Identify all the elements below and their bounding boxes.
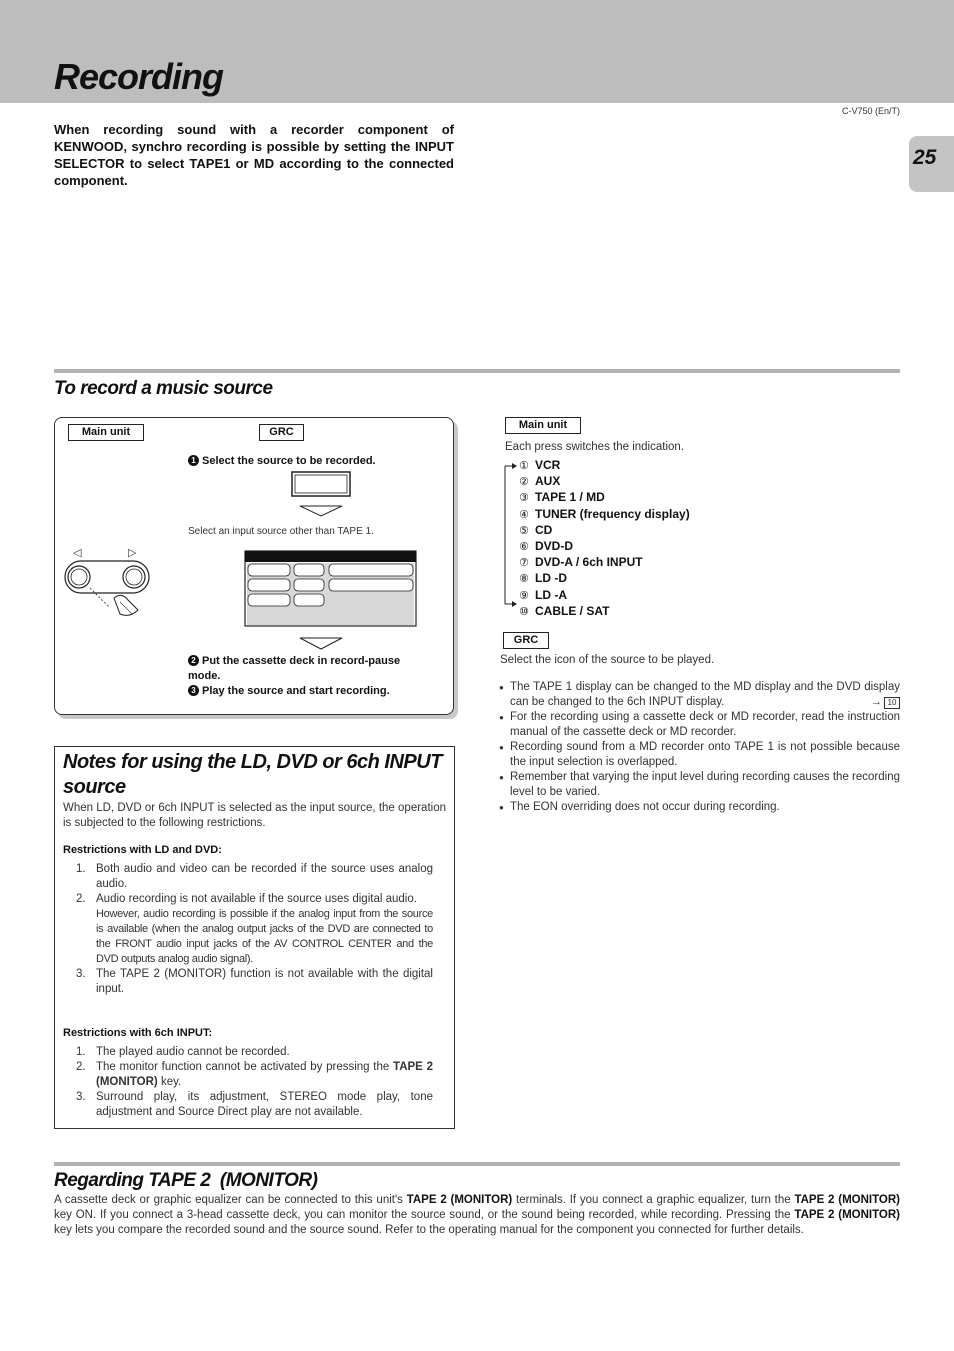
step-1-number: 1 bbox=[188, 455, 199, 466]
source-num: ② bbox=[519, 476, 529, 489]
item-text: key. bbox=[157, 1076, 182, 1088]
source-num: ④ bbox=[519, 508, 529, 521]
source-label: CD bbox=[535, 522, 553, 537]
recording-note: ● For the recording using a cassette deck or MD recorder, read the instruction manual of the cassette deck or MD recorder. bbox=[500, 710, 900, 740]
restriction-item bbox=[63, 1090, 433, 1120]
item-number: 2. bbox=[76, 1061, 86, 1073]
recording-note: ● Remember that varying the input level during recording causes the recording level to be varied. bbox=[500, 770, 900, 800]
item-text: The played audio cannot be recorded. bbox=[96, 1046, 290, 1058]
step-1 bbox=[188, 454, 376, 469]
section-rule-monitor bbox=[54, 1162, 900, 1166]
item-number: 3. bbox=[76, 968, 86, 980]
input-selector-knobs-graphic bbox=[62, 558, 154, 618]
grc-label-right: GRC bbox=[503, 632, 549, 649]
arrow-left-icon: ◁ bbox=[73, 547, 82, 559]
key-name: TAPE 2 (MONITOR) bbox=[406, 1194, 513, 1206]
page-title: Recording bbox=[54, 56, 224, 97]
press-switches-note: Each press switches the indication. bbox=[505, 441, 684, 453]
recording-note: ● The EON overriding does not occur during recording. bbox=[500, 800, 900, 815]
item-text: The TAPE 2 (MONITOR) function is not available with the digital input. bbox=[96, 968, 433, 995]
source-item bbox=[519, 523, 690, 539]
monitor-paragraph bbox=[54, 1193, 900, 1238]
source-label: LD -A bbox=[535, 587, 567, 602]
source-label: CABLE / SAT bbox=[535, 603, 610, 618]
page-reference: → 10 bbox=[871, 695, 901, 710]
display-panel-graphic bbox=[286, 470, 358, 520]
main-unit-label: Main unit bbox=[68, 424, 144, 441]
recording-notes-list bbox=[500, 680, 900, 815]
item-text: Audio recording is not available if the source uses digital audio. bbox=[96, 893, 417, 905]
source-num: ③ bbox=[519, 492, 529, 505]
item-number: 2. bbox=[76, 893, 86, 905]
item-text: Surround play, its adjustment, STEREO mode play, tone adjustment and Source Direct play are not available. bbox=[96, 1091, 433, 1118]
source-label: TUNER (frequency display) bbox=[535, 506, 690, 521]
source-item bbox=[519, 474, 690, 490]
record-section-heading: To record a music source bbox=[54, 378, 273, 399]
source-label: DVD-D bbox=[535, 539, 573, 554]
recording-note: ● Recording sound from a MD recorder onto TAPE 1 is not possible because the input selection is overlapped. bbox=[500, 740, 900, 770]
intro-paragraph: When recording sound with a recorder component of KENWOOD, synchro recording is possible by setting the INPUT SELECTOR to select TAPE1 or MD according to the connected component. bbox=[54, 122, 454, 188]
source-num: ⑥ bbox=[519, 541, 529, 554]
step-3 bbox=[188, 684, 390, 699]
sixch-restrictions bbox=[63, 1045, 433, 1120]
item-number: 1. bbox=[76, 863, 86, 875]
main-unit-label-right: Main unit bbox=[505, 417, 581, 434]
monitor-text-part: key lets you compare the recorded sound and the source sound. Refer to the operating manual for the component you connected for further details. bbox=[54, 1224, 804, 1236]
input-source-note: Select an input source other than TAPE 1. bbox=[188, 526, 374, 537]
monitor-text-part: key ON. If you connect a 3-head cassette deck, you can monitor the source sound, or the sound being recorded, while recording. Pressing the bbox=[54, 1209, 795, 1221]
ld-dvd-heading: Restrictions with LD and DVD: bbox=[63, 844, 222, 856]
restriction-item bbox=[63, 1060, 433, 1090]
source-item bbox=[519, 604, 690, 620]
model-code: C-V750 (En/T) bbox=[841, 106, 900, 116]
grc-label: GRC bbox=[259, 424, 304, 441]
step-1-text: Select the source to be recorded. bbox=[202, 455, 376, 467]
source-num: ⑦ bbox=[519, 557, 529, 570]
source-num: ① bbox=[519, 460, 529, 472]
source-label: LD -D bbox=[535, 571, 567, 586]
source-label: AUX bbox=[535, 474, 561, 489]
source-label: VCR bbox=[535, 458, 561, 472]
source-num: ⑨ bbox=[519, 589, 529, 602]
source-item bbox=[519, 458, 690, 474]
source-item bbox=[519, 588, 690, 604]
source-item bbox=[519, 490, 690, 506]
step-2 bbox=[188, 654, 428, 684]
cycle-arrow-graphic bbox=[501, 460, 519, 612]
source-item bbox=[519, 555, 690, 571]
key-name: TAPE 2 (MONITOR) bbox=[96, 1061, 433, 1088]
section-rule-record bbox=[54, 369, 900, 373]
source-list bbox=[519, 458, 690, 620]
item-number: 1. bbox=[76, 1046, 86, 1058]
item-number: 3. bbox=[76, 1091, 86, 1103]
item-text: The monitor function cannot be activated by pressing the bbox=[96, 1061, 394, 1073]
item-text: Both audio and video can be recorded if the source uses analog audio. bbox=[96, 863, 433, 890]
item-subnote: However, audio recording is possible if the analog input from the source is available (when the analog output jacks of the DVD are connected to the FRONT audio input jacks of the AV CONTROL CENTER and the DVD outputs analog audio signal). bbox=[96, 908, 433, 965]
step-2-text: Put the cassette deck in record-pause mode. bbox=[188, 655, 401, 682]
notes-intro: When LD, DVD or 6ch INPUT is selected as the input source, the operation is subjected to the following restrictions. bbox=[63, 802, 446, 829]
key-name: TAPE 2 (MONITOR) bbox=[794, 1209, 900, 1221]
restriction-item bbox=[63, 862, 433, 892]
recording-note bbox=[500, 680, 900, 710]
restriction-item bbox=[63, 892, 433, 967]
grc-remote-screen-graphic bbox=[244, 550, 418, 630]
step-2-number: 2 bbox=[188, 655, 199, 666]
source-num: ⑤ bbox=[519, 524, 529, 537]
page-number: 25 bbox=[913, 146, 937, 169]
ld-dvd-restrictions bbox=[63, 862, 433, 997]
source-item bbox=[519, 539, 690, 555]
arrow-right-icon: ▷ bbox=[128, 547, 137, 559]
notes-title: Notes for using the LD, DVD or 6ch INPUT source bbox=[63, 751, 442, 798]
step-3-text: Play the source and start recording. bbox=[202, 685, 390, 697]
source-item bbox=[519, 571, 690, 587]
source-item bbox=[519, 507, 690, 523]
monitor-text-part: A cassette deck or graphic equalizer can be connected to this unit's bbox=[54, 1194, 407, 1206]
restriction-item bbox=[63, 967, 433, 997]
recording-note-text: The TAPE 1 display can be changed to the MD display and the DVD display can be changed to the 6ch INPUT display. bbox=[510, 681, 900, 708]
grc-note: Select the icon of the source to be played. bbox=[500, 654, 715, 666]
source-label: DVD-A / 6ch INPUT bbox=[535, 555, 643, 570]
key-name: TAPE 2 (MONITOR) bbox=[794, 1194, 900, 1206]
down-arrow-graphic bbox=[298, 636, 344, 652]
source-num: ⑧ bbox=[519, 573, 529, 586]
source-num: ⑩ bbox=[519, 605, 529, 618]
source-label: TAPE 1 / MD bbox=[535, 490, 605, 505]
sixch-heading: Restrictions with 6ch INPUT: bbox=[63, 1027, 213, 1039]
book-ref-icon: 10 bbox=[884, 697, 900, 709]
monitor-text-part: terminals. If you connect a graphic equalizer, turn the bbox=[512, 1194, 795, 1206]
restriction-item bbox=[63, 1045, 433, 1060]
monitor-section-heading: Regarding TAPE 2 (MONITOR) bbox=[54, 1170, 318, 1191]
step-3-number: 3 bbox=[188, 685, 199, 696]
